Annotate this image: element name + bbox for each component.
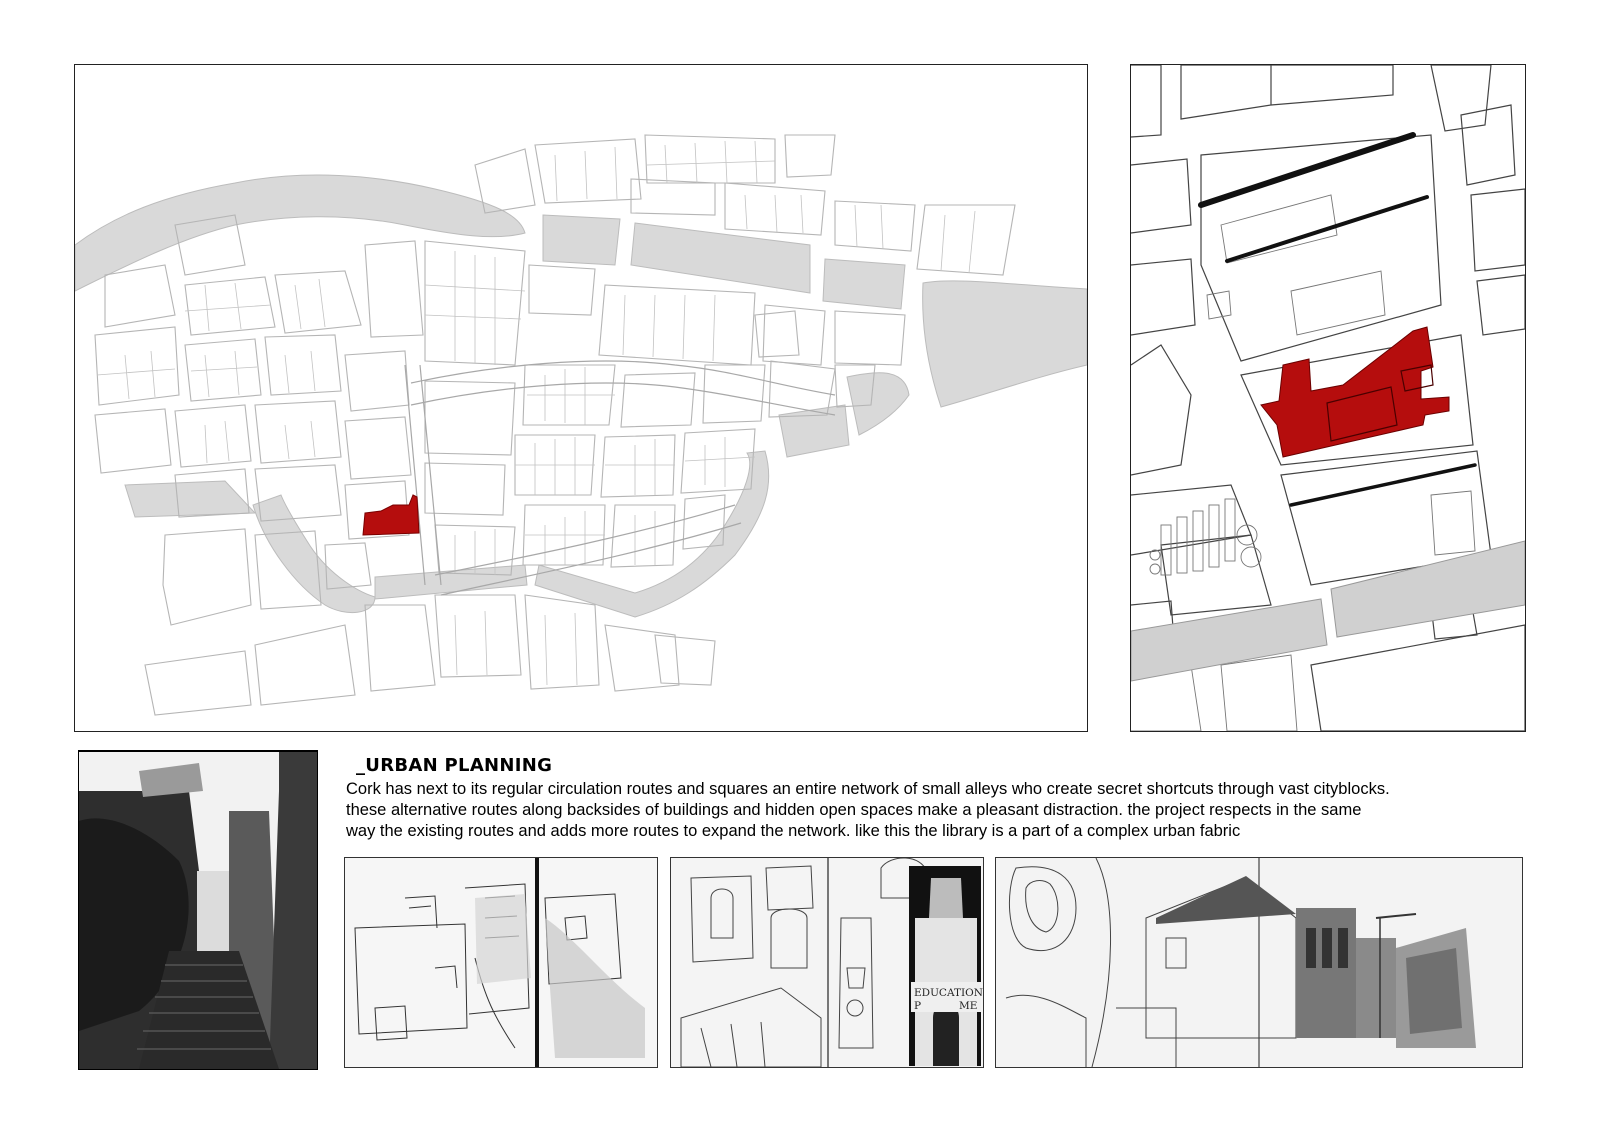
section-heading: _URBAN PLANNING (356, 755, 553, 776)
sketch-street-facades-drawing (345, 858, 657, 1067)
river-lee (75, 175, 1087, 617)
sketch-city-panorama (995, 857, 1523, 1068)
project-site-detail (1261, 327, 1449, 457)
alley-stairs-image (79, 751, 317, 1069)
church-poster-text-2: P (914, 1000, 922, 1012)
church-poster-text-1: EDUCATION (914, 987, 983, 999)
site-detail-drawing (1131, 65, 1525, 731)
description-line-2: these alternative routes along backsides of buildings and hidden open spaces make a pleasant distraction. the project respects in the same (346, 801, 1362, 819)
sketch-church-details (670, 857, 984, 1068)
site-detail-map (1130, 64, 1526, 732)
alley-stairs-photo (78, 750, 318, 1070)
church-poster-text-3: ME (959, 1000, 978, 1012)
detail-river-east (1331, 541, 1525, 637)
city-map-drawing (75, 65, 1087, 731)
sketch-street-facades (344, 857, 658, 1068)
sketch-city-panorama-drawing (996, 858, 1522, 1067)
detail-river-west (1131, 599, 1327, 681)
sketch-church-details-drawing (671, 858, 983, 1067)
section-description (346, 779, 1546, 842)
main-streets (405, 361, 835, 595)
city-map (74, 64, 1088, 732)
description-line-3: way the existing routes and adds more routes to expand the network. like this the library is a part of a complex urban fabric (346, 822, 1241, 840)
project-site-marker (363, 495, 419, 535)
description-line-1: Cork has next to its regular circulation routes and squares an entire network of small alleys who create secret shortcuts through vast cityblocks. (346, 780, 1390, 798)
